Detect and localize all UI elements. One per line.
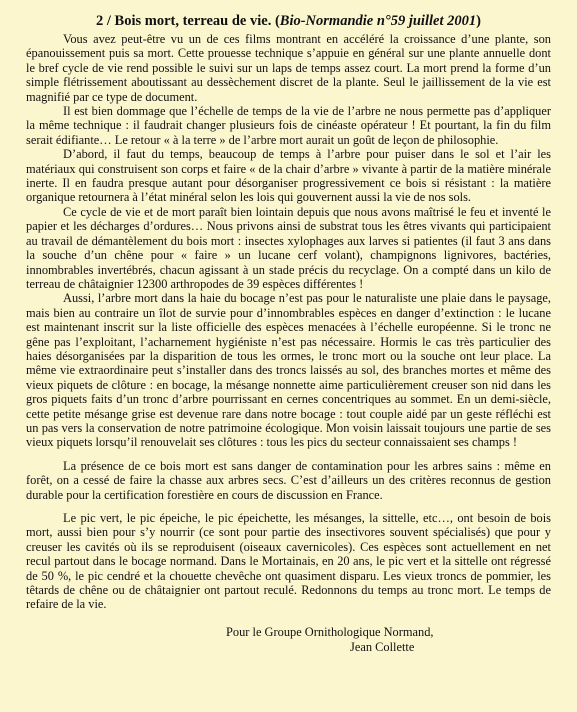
paragraph-7: Le pic vert, le pic épeiche, le pic épeichette, les mésanges, la sittelle, etc…, ont besoin de bois mort, aussi bien pour s’y nourrir (ce sont pour partie des insectivores souvent spécialisés) que pour y creuser les cavités où ils se reproduisent (oiseaux cavernicoles). Ces espèces sont actuellement en net recul partout dans le bocage normand. Dans le Mortainais, en 20 ans, le pic vert et la sittelle ont régressé de 50 %, le pic cendré et la chouette chevêche ont quasiment disparu. Les vieux troncs de pommier, les têtards de chêne ou de châtaignier ont partout reculé. Redonnons du temps au tronc mort. Le temps de refaire de la vie. — [26, 511, 551, 612]
article-title — [26, 13, 551, 30]
paragraph-6: La présence de ce bois mort est sans danger de contamination pour les arbres sains : même en forêt, on a cessé de faire la chasse aux arbres secs. C’est d’ailleurs un des critères reconnus de gestion durable pour la certification forestière en cours de discussion en France. — [26, 458, 551, 502]
signature-block — [26, 625, 551, 655]
paragraph-3: D’abord, il faut du temps, beaucoup de temps à l’arbre pour puiser dans le sol et l’air les matériaux qui construisent son corps et faire « de la chair d’arbre » vivante à partir de la matière minérale inerte. Il en faudra presque autant pour désorganiser progressivement ce bois si résistant : la matière organique retournera à l’état minéral selon les lois qui gouvernent aussi la vie de nos sols. — [26, 147, 551, 205]
paragraph-5: Aussi, l’arbre mort dans la haie du bocage n’est pas pour le naturaliste une plaie dans le paysage, mais bien au contraire un îlot de survie pour d’innombrables espèces en danger d’extinction : le lucane est maintenant inscrit sur la liste officielle des espèces menacées à l’échelle européenne. Si le tronc ne gêne pas l’exploitant, l’acharnement hygiéniste n’est pas nécessaire. Hormis le cas très particulier des haies désorganisées par la disparition de tous les ormes, le tronc mort ou la souche ont leur place. La même vie extraordinaire peut s’installer dans des troncs laissés au sol, des branches mortes et même des vieux piquets de clôture : en bocage, la mésange nonnette aime particulièrement creuser son nid dans les gros piquets faits d’un tronc d’arbre pourrissant en cernes concentriques au sommet. En un demi-siècle, cette petite mésange grise est devenue rare dans notre bocage : tout couple aidé par un geste réfléchi est un pas vers la conservation de notre patrimoine écologique. Mon voisin laissait toujours une partie de ses vieux piquets lorsqu’il renouvelait ses clôtures : tous les pics du secteur connaissaient ses champs ! — [26, 291, 551, 450]
signature-author: Jean Collette — [350, 639, 415, 654]
title-close: ) — [476, 13, 481, 29]
paragraph-2: Il est bien dommage que l’échelle de temps de la vie de l’arbre ne nous permette pas d’appliquer la même technique : il faudrait changer plusieurs fois de cinéaste opérateur ! Et pourtant, la fin du film serait édifiante… Le retour « à la terre » de l’arbre mort aurait un goût de leçon de philosophie. — [26, 104, 551, 147]
title-source: Bio-Normandie n°59 juillet 2001 — [279, 13, 477, 29]
paragraph-4: Ce cycle de vie et de mort paraît bien lointain depuis que nous avons maîtrisé le feu et inventé le papier et les décharges d’ordures… Nous privons ainsi de substrat tous les êtres vivants qui participaient au travail de démantèlement du bois mort : insectes xylophages aux larves si patientes (il faut 3 ans dans la souche d’un chêne pour « faire » un lucane cerf volant), champignons lignivores, bactéries, innombrables invertébrés, chacun agissant à un stade précis du recyclage. On a compté dans un kilo de terreau de châtaignier 12300 arthropodes de 39 espèces différentes ! — [26, 204, 551, 291]
title-main: 2 / Bois mort, terreau de vie. ( — [96, 13, 280, 29]
signature-organization: Pour le Groupe Ornithologique Normand, — [226, 624, 434, 639]
paragraph-1: Vous avez peut-être vu un de ces films montrant en accéléré la croissance d’une plante, son épanouissement puis sa mort. Cette prouesse technique s’appuie en général sur une plante annuelle dont le bref cycle de vie rend possible le suivi sur un laps de temps assez court. La mort prend la forme d’un simple flétrissement aboutissant au dessèchement discret de la plante. Seul le jaillissement de la vie est magnifié par ce type de document. — [26, 32, 551, 104]
article-body — [26, 32, 551, 612]
